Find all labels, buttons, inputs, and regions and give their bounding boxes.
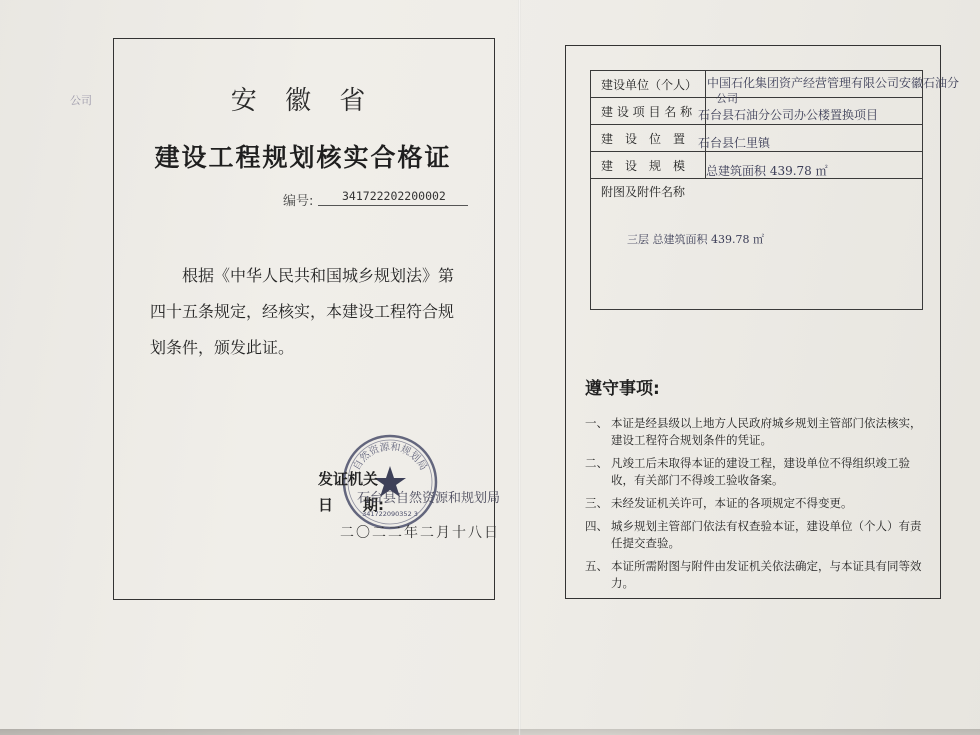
- table-row: [591, 71, 923, 98]
- project-info-table: [590, 70, 960, 310]
- date-label: 日 期:: [318, 496, 384, 514]
- list-item: 三、 未经发证机关许可，本证的各项规定不得变更。: [585, 496, 853, 510]
- project-name-cell: [698, 98, 923, 125]
- body-line: 划条件，颁发此证。: [150, 338, 295, 357]
- table-row: [591, 179, 923, 310]
- scale-label: 建 设 规 模: [591, 152, 706, 179]
- scale-value: 总建筑面积 439.78 ㎡: [706, 164, 828, 178]
- list-item: 一、 本证是经县级以上地方人民政府城乡规划主管部门依法核实，建设工程符合规划条件的凭证。: [585, 416, 922, 447]
- seal-arc-text: 自然资源和规划局: [351, 441, 429, 473]
- page-fold: [518, 0, 521, 735]
- location-cell: [698, 125, 923, 152]
- location-label: 建 设 位 置: [591, 125, 706, 152]
- certificate-title: 建设工程规划核实合格证: [154, 143, 452, 172]
- number-value: 341722202200002: [342, 189, 446, 203]
- issuer-value: 石台县自然资源和规划局: [357, 491, 501, 506]
- notice-title: 遵守事项:: [585, 379, 660, 399]
- issue-date: 二〇二二年二月十八日: [340, 525, 500, 541]
- attachments-cell: [591, 179, 923, 310]
- project-name-label: 建 设 项 目 名 称: [591, 98, 706, 125]
- notice-list: [585, 415, 925, 598]
- table-row: [591, 125, 923, 152]
- project-name-value: 石台县石油分公司办公楼置换项目: [698, 108, 879, 122]
- seal-code: 341722090352 3: [362, 510, 418, 518]
- scale-cell: [706, 152, 923, 179]
- body-line: 四十五条规定，经核实，本建设工程符合规: [150, 302, 455, 321]
- attachments-label: 附图及附件名称: [601, 185, 686, 199]
- list-item: 二、 凡竣工后未取得本证的建设工程，建设单位不得组织竣工验收，有关部门不得竣工验收备案。: [585, 456, 910, 487]
- construction-unit-value: 中国石化集团资产经营管理有限公司安徽石油分: [707, 76, 960, 90]
- list-item: 五、 本证所需附图与附件由发证机关依法确定，与本证具有同等效力。: [585, 559, 922, 590]
- issuer-label: 发证机关: [318, 470, 379, 488]
- ghost-text: 公司: [70, 94, 92, 107]
- number-label: 编号:: [283, 194, 314, 209]
- body-line: 根据《中华人民共和国城乡规划法》第: [182, 266, 455, 285]
- table-row: [591, 98, 923, 125]
- table-row: [591, 152, 923, 179]
- number-underline: [318, 205, 468, 206]
- province-heading: 安 徽 省: [230, 86, 376, 116]
- construction-unit-cell: [706, 71, 960, 105]
- certificate-body: [150, 258, 470, 366]
- list-item: 四、 城乡规划主管部门依法有权查验本证，建设单位（个人）有责任提交查验。: [585, 519, 922, 550]
- construction-unit-label: 建设单位（个人）: [591, 71, 706, 98]
- location-value: 石台县仁里镇: [698, 136, 771, 150]
- construction-unit-value-cont: 公司: [716, 92, 738, 105]
- attachments-value: 三层 总建筑面积 439.78 ㎡: [627, 233, 764, 246]
